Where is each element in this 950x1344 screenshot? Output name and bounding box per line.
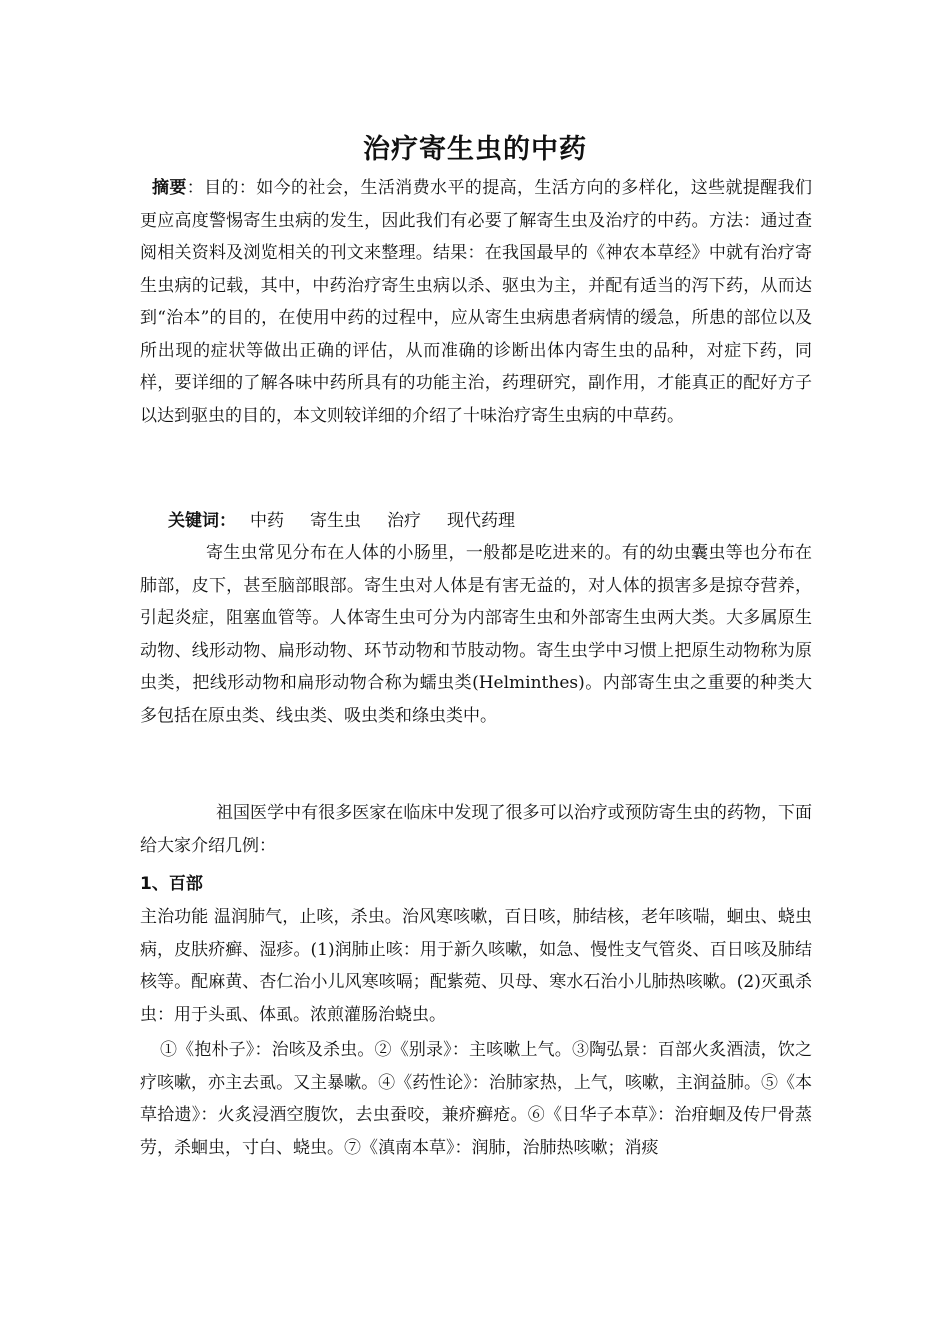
abstract-paragraph <box>140 172 812 432</box>
transition-paragraph: 祖国医学中有很多医家在临床中发现了很多可以治疗或预防寄生虫的药物，下面给大家介绍几例： <box>140 803 812 856</box>
citations-paragraph: ①《抱朴子》：治咳及杀虫。②《别录》：主咳嗽上气。③陶弘景：百部火炙酒渍，饮之疗咳嗽，亦主去虱。又主暴嗽。④《药性论》：治肺家热，上气，咳嗽，主润益肺。⑤《本草拾遗》：火炙浸酒空腹饮，去虫蚕咬，兼疥癣疮。⑥《日华子本草》：治疳蛔及传尸骨蒸劳，杀蛔虫，寸白、蛲虫。⑦《滇南本草》：润肺，治肺热咳嗽；消痰 <box>140 1040 812 1158</box>
keyword-item: 寄生虫 <box>310 511 361 531</box>
keyword-item: 治疗 <box>387 511 421 531</box>
keywords-label: 关键词： <box>168 511 236 531</box>
section-heading: 1、百部 <box>140 874 203 894</box>
function-paragraph: 主治功能 温润肺气，止咳，杀虫。治风寒咳嗽，百日咳，肺结核，老年咳喘，蛔虫、蛲虫病，皮肤疥癣、湿疹。(1)润肺止咳：用于新久咳嗽，如急、慢性支气管炎、百日咳及肺结核等。配麻黄、杏仁治小儿风寒咳嗝；配紫菀、贝母、寒水石治小儿肺热咳嗽。(2)灭虱杀虫：用于头虱、体虱。浓煎灌肠治蛲虫。 <box>140 907 812 1025</box>
abstract-text: ：目的：如今的社会，生活消费水平的提高，生活方向的多样化，这些就提醒我们更应高度警惕寄生虫病的发生，因此我们有必要了解寄生虫及治疗的中药。方法：通过查阅相关资料及浏览相关的刊文来整理。结果：在我国最早的《神农本草经》中就有治疗寄生虫病的记载，其中，中药治疗寄生虫病以杀、驱虫为主，并配有适当的泻下药，从而达到“治本”的目的，在使用中药的过程中，应从寄生虫病患者病情的缓急，所患的部位以及所出现的症状等做出正确的评估，从而准确的诊断出体内寄生虫的品种，对症下药，同样，要详细的了解各味中药所具有的功能主治，药理研究，副作用，才能真正的配好方子以达到驱虫的目的，本文则较详细的介绍了十味治疗寄生虫病的中草药。 <box>140 178 813 426</box>
keyword-item: 中药 <box>250 511 284 531</box>
keyword-item: 现代药理 <box>447 511 515 531</box>
page-title: 治疗寄生虫的中药 <box>363 134 587 165</box>
intro-paragraph: 寄生虫常见分布在人体的小肠里，一般都是吃进来的。有的幼虫囊虫等也分布在肺部，皮下，甚至脑部眼部。寄生虫对人体是有害无益的，对人体的损害多是掠夺营养，引起炎症，阻塞血管等。人体寄生虫可分为内部寄生虫和外部寄生虫两大类。大多属原生动物、线形动物、扁形动物、环节动物和节肢动物。寄生虫学中习惯上把原生动物称为原虫类，把线形动物和扁形动物合称为蠕虫类(Helminthes)。内部寄生虫之重要的种类大多包括在原虫类、线虫类、吸虫类和绦虫类中。 <box>140 543 812 726</box>
abstract-label: 摘要 <box>152 178 187 198</box>
keywords-line <box>168 505 527 537</box>
